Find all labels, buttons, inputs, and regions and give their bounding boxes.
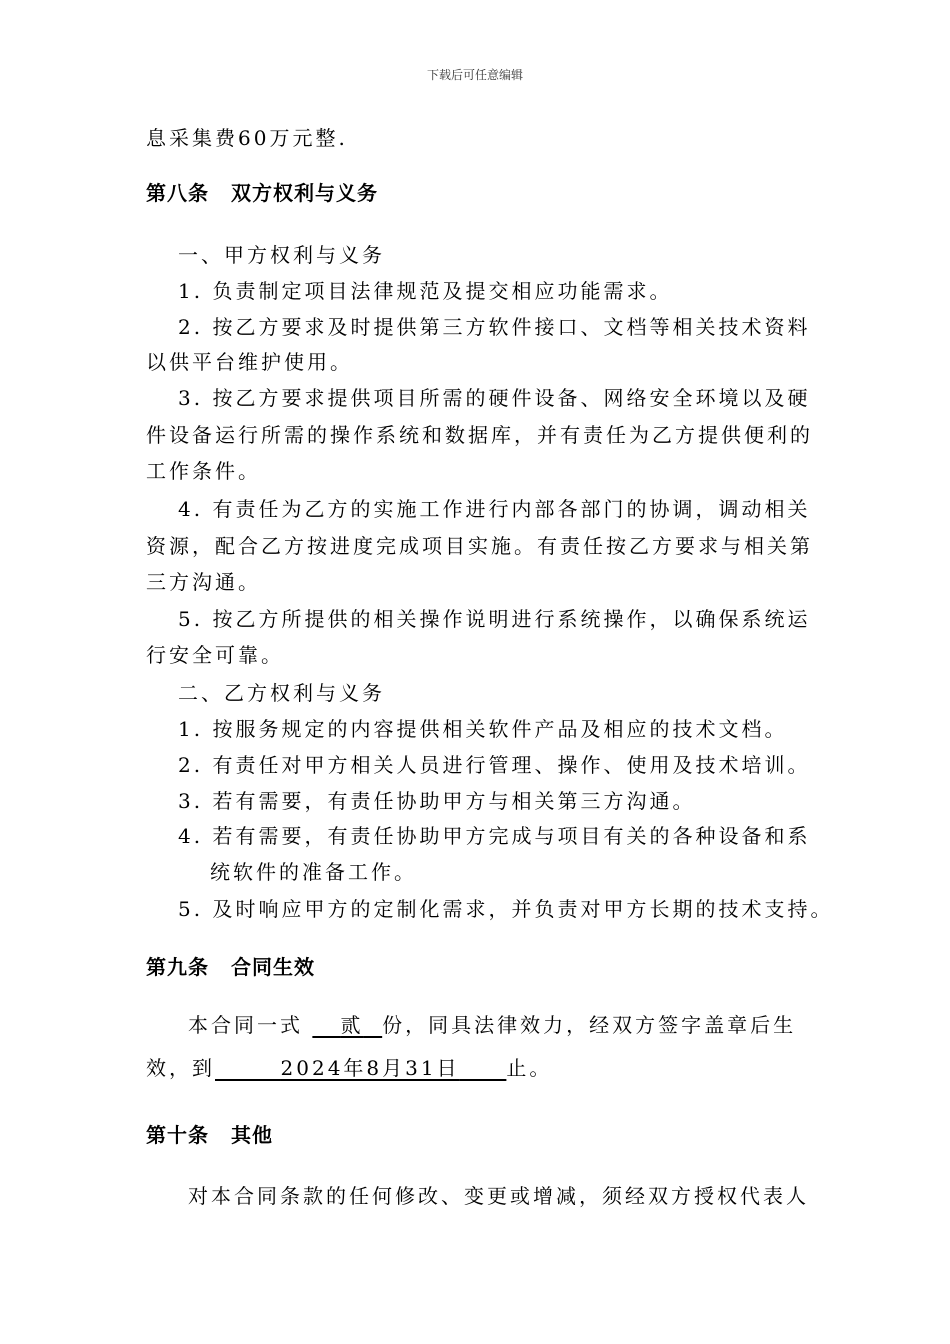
list-item: 4. 有责任为乙方的实施工作进行内部各部门的协调，调动相关 xyxy=(178,497,811,521)
article-9-heading xyxy=(146,953,315,981)
page-header: 下载后可任意编辑 xyxy=(426,68,523,82)
section-heading-party-b: 二、乙方权利与义务 xyxy=(178,681,385,705)
article-10-heading xyxy=(146,1121,273,1149)
article-title: 其他 xyxy=(231,1123,273,1147)
copies-blank: 贰 xyxy=(340,1013,364,1037)
list-item: 2. 有责任对甲方相关人员进行管理、操作、使用及技术培训。 xyxy=(178,753,811,777)
body-line: 件设备运行所需的操作系统和数据库，并有责任为乙方提供便利的 xyxy=(146,423,813,447)
article-number: 第八条 xyxy=(146,181,209,205)
body-line: 息采集费60万元整. xyxy=(146,126,348,150)
section-heading-party-a: 一、甲方权利与义务 xyxy=(178,243,385,267)
list-item: 3. 按乙方要求提供项目所需的硬件设备、网络安全环境以及硬 xyxy=(178,386,811,410)
body-line: 对本合同条款的任何修改、变更或增减，须经双方授权代表人 xyxy=(188,1184,809,1208)
list-item: 5. 按乙方所提供的相关操作说明进行系统操作，以确保系统运 xyxy=(178,607,811,631)
list-item: 1. 负责制定项目法律规范及提交相应功能需求。 xyxy=(178,279,673,303)
list-item: 5. 及时响应甲方的定制化需求，并负责对甲方长期的技术支持。 xyxy=(178,897,834,921)
list-item: 4. 若有需要，有责任协助甲方完成与项目有关的各种设备和系 xyxy=(178,824,811,848)
body-line: 三方沟通。 xyxy=(146,570,261,594)
list-item: 2. 按乙方要求及时提供第三方软件接口、文档等相关技术资料 xyxy=(178,315,811,339)
body-line: 工作条件。 xyxy=(146,459,261,483)
article-title: 双方权利与义务 xyxy=(231,181,378,205)
article-number: 第十条 xyxy=(146,1123,209,1147)
list-item: 1. 按服务规定的内容提供相关软件产品及相应的技术文档。 xyxy=(178,717,788,741)
date-blank: 2024年8月31日 xyxy=(280,1056,460,1080)
article-number: 第九条 xyxy=(146,955,209,979)
article-8-heading xyxy=(146,179,378,207)
effect-paragraph-line-2: 效，到 2024年8月31日 止。 xyxy=(146,1056,553,1080)
body-line: 资源，配合乙方按进度完成项目实施。有责任按乙方要求与相关第 xyxy=(146,534,813,558)
body-line: 行安全可靠。 xyxy=(146,643,284,667)
body-line: 以供平台维护使用。 xyxy=(146,350,353,374)
effect-paragraph-line-1: 本合同一式 贰 份，同具法律效力，经双方签字盖章后生 xyxy=(188,1013,797,1037)
list-item: 3. 若有需要，有责任协助甲方与相关第三方沟通。 xyxy=(178,789,696,813)
list-item-continuation: 统软件的准备工作。 xyxy=(210,860,417,884)
article-title: 合同生效 xyxy=(231,955,315,979)
